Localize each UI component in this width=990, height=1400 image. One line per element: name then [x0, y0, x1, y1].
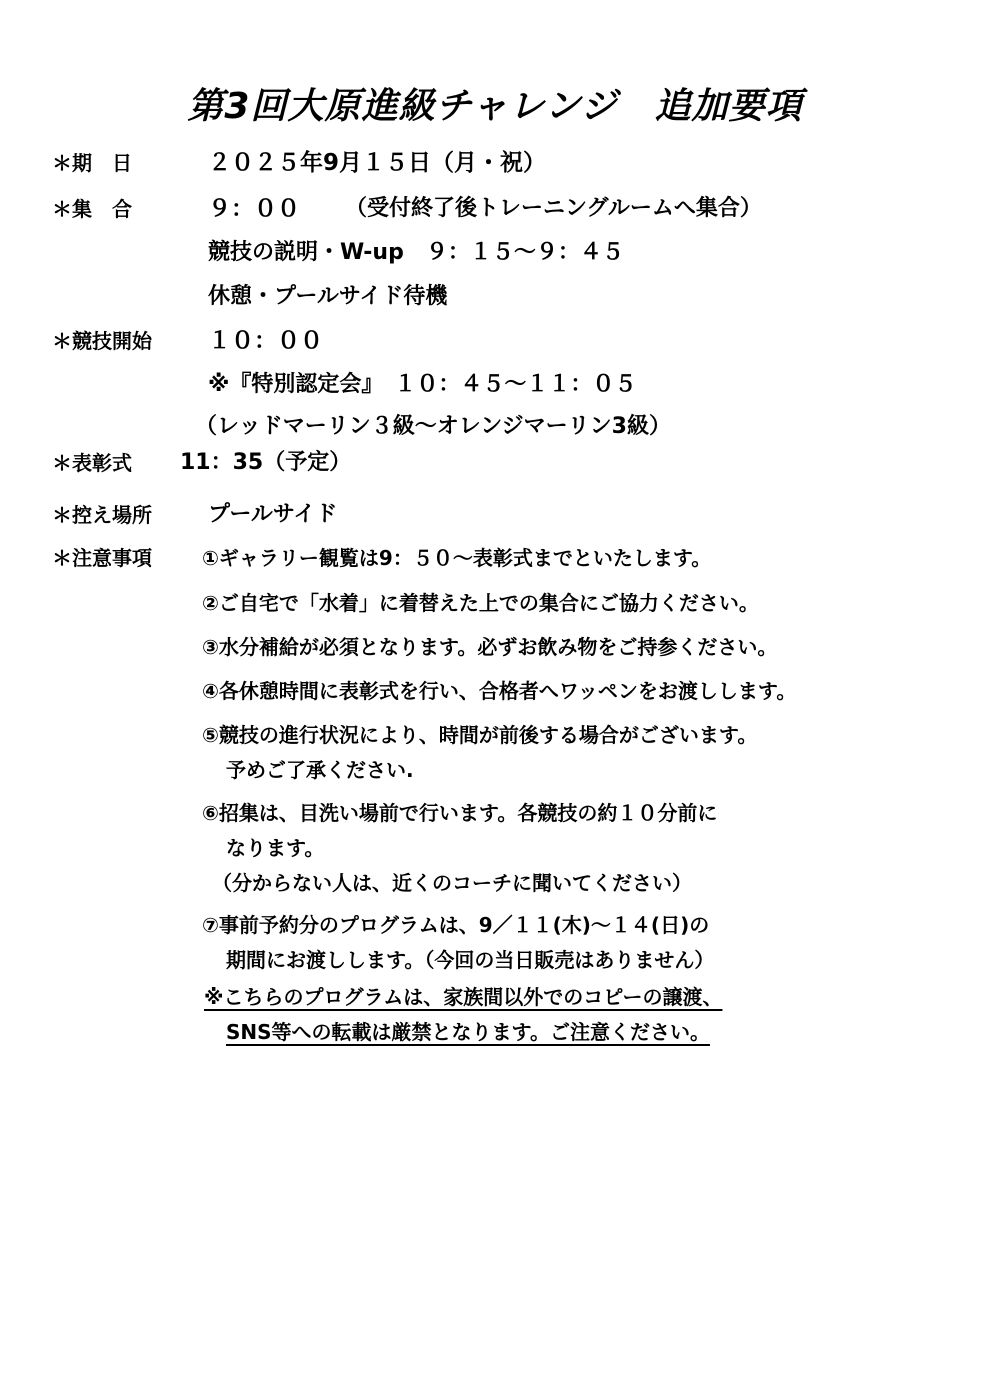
note-6-line-1: ⑥招集は、目洗い場前で行います。各競技の約１０分前に — [202, 801, 718, 825]
date-label: ＊期 日 — [52, 151, 132, 175]
special-session-note: （レッドマーリン３級～オレンジマーリン3級） — [195, 414, 671, 439]
ceremony-value: 11：35（予定） — [180, 450, 352, 475]
note-5-line-2: 予めご了承ください. — [226, 758, 414, 782]
start-label: ＊競技開始 — [52, 329, 152, 353]
program-warning-line-2: SNS等への転載は厳禁となります。ご注意ください。 — [226, 1020, 710, 1044]
assembly-label: ＊集 合 — [52, 197, 132, 221]
note-1: ①ギャラリー観覧は9：５０～表彰式までといたします。 — [202, 546, 712, 570]
assembly-time: ９：００ — [208, 196, 300, 222]
waiting-label: ＊控え場所 — [52, 503, 152, 527]
note-6-line-3: （分からない人は、近くのコーチに聞いてください） — [212, 871, 692, 895]
assembly-note: （受付終了後トレーニングルームへ集合） — [345, 196, 762, 221]
note-2: ②ご自宅で「水着」に着替えた上での集合にご協力ください。 — [202, 591, 759, 615]
special-session: ※『特別認定会』 １０：４５～１１：０５ — [208, 372, 637, 397]
assembly-standby: 休憩・プールサイド待機 — [208, 284, 448, 309]
program-warning-line-1: ※こちらのプログラムは、家族間以外でのコピーの譲渡、 — [204, 985, 723, 1009]
date-value: ２０２５年9月１５日（月・祝） — [208, 150, 547, 176]
note-7-line-1: ⑦事前予約分のプログラムは、9／１１(木)～１４(日)の — [202, 913, 710, 937]
note-5-line-1: ⑤競技の進行状況により、時間が前後する場合がございます。 — [202, 723, 758, 747]
note-7-line-2: 期間にお渡しします。（今回の当日販売はありません） — [226, 948, 715, 972]
waiting-value: プールサイド — [208, 502, 338, 527]
note-4: ④各休憩時間に表彰式を行い、合格者へワッペンをお渡しします。 — [202, 679, 797, 703]
page-title: 第3回大原進級チャレンジ 追加要項 — [187, 86, 803, 127]
notes-label: ＊注意事項 — [52, 546, 152, 570]
note-6-line-2: なります。 — [226, 836, 325, 860]
note-3: ③水分補給が必須となります。必ずお飲み物をご持参ください。 — [202, 635, 778, 659]
assembly-warmup: 競技の説明・W-up ９：１５～９：４５ — [208, 240, 624, 265]
start-time: １０：００ — [208, 328, 323, 354]
ceremony-label: ＊表彰式 — [52, 451, 132, 475]
